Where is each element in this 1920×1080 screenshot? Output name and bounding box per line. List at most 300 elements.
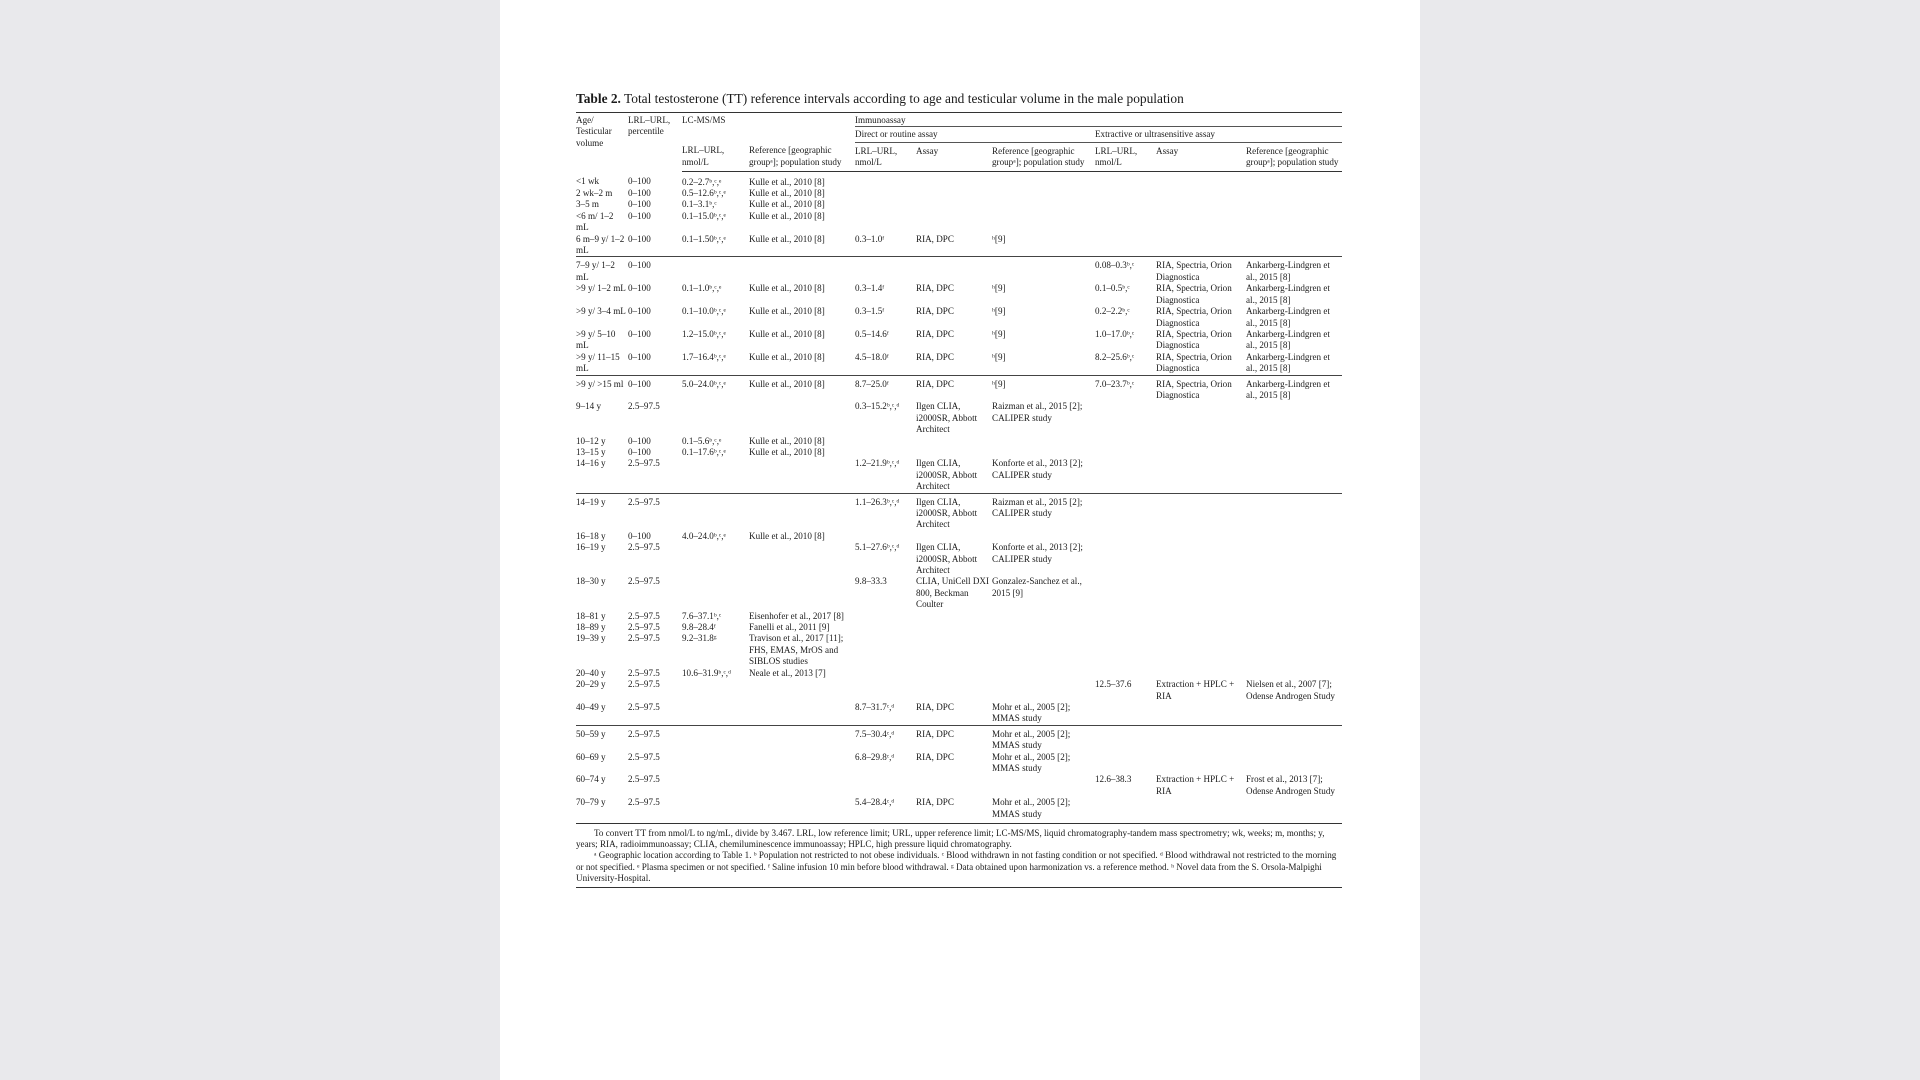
cell-direct-value (855, 447, 916, 458)
cell-lcms-reference: Kulle et al., 2010 [8] (749, 446, 825, 457)
cell-direct-reference: ʰ[9] (992, 283, 1006, 294)
cell-ext-reference (1246, 531, 1342, 542)
cell-ext-value: 1.0–17.0ᵇ,ᶜ (1095, 328, 1135, 339)
cell-lcms-value: 0.1–1.0ᵇ,ᶜ,ᵉ (682, 283, 722, 294)
cell-direct-assay (916, 436, 992, 447)
cell-direct-value (855, 622, 916, 633)
cell-lcms-value: 9.2–31.8ᵍ (682, 633, 717, 644)
cell-lcms-reference (749, 458, 855, 493)
cell-ext-assay: RIA, Spectria, Orion Diagnostica (1156, 328, 1232, 351)
table-row (576, 633, 1342, 667)
cell-direct-value (855, 611, 916, 622)
cell-lcms-value: 0.1–17.6ᵇ,ᶜ,ᵉ (682, 446, 726, 457)
cell-direct-value: 8.7–25.0ᶠ (855, 375, 916, 401)
cell-percentile: 2.5–97.5 (628, 610, 660, 621)
cell-lcms-reference: Kulle et al., 2010 [8] (749, 530, 825, 541)
cell-ext-assay: RIA, Spectria, Orion Diagnostica (1156, 306, 1232, 328)
cell-percentile: 2.5–97.5 (628, 493, 682, 531)
header-extractive-assay: Extractive or ultrasensitive assay (1095, 127, 1342, 142)
cell-age: >9 y/ 3–4 mL (576, 306, 626, 317)
cell-ext-value: 12.5–37.6 (1095, 679, 1132, 690)
cell-direct-reference: Mohr et al., 2005 [2]; MMAS study (992, 725, 1095, 751)
cell-ext-assay (1156, 458, 1246, 493)
cell-direct-assay: RIA, DPC (916, 351, 954, 362)
header-lcms-value: LRL–URL, nmol/L (682, 142, 749, 171)
footnote-markers: ᵃ Geographic location according to Table 1. ᵇ Population not restricted to not obese individuals. ᶜ Blood withdrawn in not fasting condition or not specified. ᵈ Blood withdrawal not restricted to the morning or not specified. ᵉ Plasma specimen or not specified. ᶠ Saline infusion 10 min before blood withdrawal. ᵍ Data obtained upon harmonization vs. a reference method. ʰ Novel data from the S. Orsola-Malpighi University-Hospital. (576, 850, 1337, 883)
table-caption (576, 90, 1342, 107)
cell-direct-assay: RIA, DPC (916, 797, 992, 823)
header-lcms-spacer (682, 127, 855, 142)
table-row (576, 283, 1342, 306)
cell-direct-value: 5.4–28.4ᶜ,ᵈ (855, 797, 916, 823)
cell-direct-reference (992, 633, 1095, 667)
cell-ext-value (1095, 542, 1156, 576)
cell-direct-assay (916, 188, 992, 199)
cell-direct-assay: RIA, DPC (916, 233, 954, 244)
cell-lcms-reference: Kulle et al., 2010 [8] (749, 199, 825, 210)
cell-ext-assay (1156, 725, 1246, 751)
cell-direct-value: 0.3–1.5ᶠ (855, 306, 885, 317)
cell-direct-assay: Ilgen CLIA, i2000SR, Abbott Architect (916, 401, 978, 435)
table-row (576, 199, 1342, 210)
cell-ext-assay (1156, 401, 1246, 435)
cell-ext-assay (1156, 633, 1246, 667)
cell-direct-reference (992, 188, 1095, 199)
header-percentile: LRL–URL, percentile (628, 113, 682, 172)
cell-ext-value: 7.0–23.7ᵇ,ᶜ (1095, 375, 1156, 401)
cell-direct-reference (992, 679, 1095, 702)
cell-ext-assay: Extraction + HPLC + RIA (1156, 679, 1235, 701)
cell-ext-value: 12.6–38.3 (1095, 774, 1132, 785)
cell-lcms-reference (749, 401, 855, 435)
table-row (576, 401, 1342, 435)
cell-ext-assay (1156, 531, 1246, 542)
cell-lcms-value: 7.6–37.1ᵇ,ᶜ (682, 610, 722, 621)
cell-age: 19–39 y (576, 633, 606, 644)
cell-direct-reference (992, 199, 1095, 210)
cell-ext-value (1095, 436, 1156, 447)
table-row (576, 306, 1342, 329)
table-row (576, 375, 1342, 401)
cell-ext-reference (1246, 401, 1342, 435)
cell-direct-assay: RIA, DPC (916, 751, 954, 762)
cell-lcms-reference: Kulle et al., 2010 [8] (749, 283, 825, 294)
cell-direct-reference: ʰ[9] (992, 306, 1006, 317)
header-direct-reference: Reference [geographic groupᵃ]; population study (992, 142, 1095, 171)
cell-lcms-value (682, 257, 749, 283)
cell-lcms-value (682, 797, 749, 823)
table-header (576, 113, 1342, 172)
header-direct-assay-name: Assay (916, 142, 992, 171)
cell-direct-reference: Mohr et al., 2005 [2]; MMAS study (992, 751, 1071, 773)
cell-direct-reference (992, 211, 1095, 234)
cell-direct-value: 1.2–21.9ᵇ,ᶜ,ᵈ (855, 458, 900, 469)
cell-direct-reference: ʰ[9] (992, 233, 1006, 244)
cell-direct-value (855, 211, 916, 234)
cell-ext-reference: Ankarberg-Lindgren et al., 2015 [8] (1246, 306, 1330, 328)
cell-age: 14–19 y (576, 493, 628, 531)
cell-ext-assay (1156, 436, 1246, 447)
cell-ext-reference (1246, 436, 1342, 447)
cell-lcms-reference (749, 679, 855, 702)
cell-lcms-value: 0.1–1.50ᵇ,ᶜ,ᵉ (682, 233, 726, 244)
cell-ext-value (1095, 611, 1156, 622)
cell-lcms-value: 0.1–3.1ᵇ,ᶜ (682, 199, 717, 210)
cell-lcms-reference (749, 493, 855, 531)
header-direct-assay: Direct or routine assay (855, 127, 1095, 142)
cell-percentile: 0–100 (628, 257, 682, 283)
cell-direct-value: 6.8–29.8ᶜ,ᵈ (855, 751, 895, 762)
cell-ext-assay: RIA, Spectria, Orion Diagnostica (1156, 257, 1246, 283)
cell-lcms-reference (749, 797, 855, 823)
cell-lcms-reference (749, 702, 855, 725)
cell-ext-assay (1156, 752, 1246, 775)
cell-ext-assay: RIA, Spectria, Orion Diagnostica (1156, 283, 1232, 305)
header-age: Age/ Testicular volume (576, 113, 628, 172)
cell-direct-reference: Raizman et al., 2015 [2]; CALIPER study (992, 401, 1083, 423)
cell-ext-assay (1156, 447, 1246, 458)
cell-direct-value (855, 531, 916, 542)
cell-direct-reference (992, 668, 1095, 679)
cell-age: 40–49 y (576, 701, 606, 712)
cell-direct-assay (916, 531, 992, 542)
cell-ext-value: 0.08–0.3ᵇ,ᶜ (1095, 257, 1156, 283)
cell-direct-value: 0.3–15.2ᵇ,ᶜ,ᵈ (855, 401, 900, 412)
cell-direct-assay (916, 611, 992, 622)
cell-ext-value (1095, 234, 1156, 257)
cell-lcms-value: 4.0–24.0ᵇ,ᶜ,ᵉ (682, 530, 726, 541)
cell-lcms-reference: Kulle et al., 2010 [8] (749, 306, 825, 317)
cell-ext-value: 8.2–25.6ᵇ,ᶜ (1095, 351, 1135, 362)
cell-percentile: 0–100 (628, 188, 651, 199)
cell-lcms-reference (749, 725, 855, 751)
cell-ext-reference (1246, 199, 1342, 210)
cell-percentile: 2.5–97.5 (628, 576, 660, 587)
table-row (576, 171, 1342, 188)
cell-ext-value (1095, 447, 1156, 458)
table-row (576, 234, 1342, 257)
cell-percentile: 2.5–97.5 (628, 701, 660, 712)
cell-ext-reference (1246, 542, 1342, 576)
cell-ext-assay: RIA, Spectria, Orion Diagnostica (1156, 351, 1232, 374)
cell-age: 6 m–9 y/ 1–2 mL (576, 233, 625, 256)
cell-age: 3–5 m (576, 199, 599, 210)
cell-direct-value: 7.5–30.4ᶜ,ᵈ (855, 725, 916, 751)
cell-lcms-reference (749, 257, 855, 283)
cell-age: 7–9 y/ 1–2 mL (576, 257, 628, 283)
cell-lcms-value: 0.1–10.0ᵇ,ᶜ,ᵉ (682, 306, 726, 317)
cell-direct-reference (992, 257, 1095, 283)
cell-age: >9 y/ 5–10 mL (576, 328, 616, 351)
cell-ext-value (1095, 171, 1156, 188)
cell-percentile: 2.5–97.5 (628, 679, 660, 690)
table-row (576, 329, 1342, 352)
cell-direct-reference (992, 774, 1095, 797)
table-row (576, 447, 1342, 458)
cell-lcms-reference: Travison et al., 2017 [11]; FHS, EMAS, MrOS and SIBLOS studies (749, 633, 844, 667)
cell-ext-value (1095, 188, 1156, 199)
cell-ext-value (1095, 531, 1156, 542)
cell-ext-value: 0.2–2.2ᵇ,ᶜ (1095, 306, 1130, 317)
cell-ext-assay (1156, 211, 1246, 234)
cell-ext-value (1095, 752, 1156, 775)
cell-lcms-reference: Eisenhofer et al., 2017 [8] (749, 610, 844, 621)
cell-lcms-reference (749, 576, 855, 610)
cell-ext-reference: Ankarberg-Lindgren et al., 2015 [8] (1246, 351, 1330, 374)
cell-direct-assay: CLIA, UniCell DXI 800, Beckman Coulter (916, 576, 989, 610)
cell-age: 70–79 y (576, 797, 628, 823)
cell-percentile: 2.5–97.5 (628, 725, 682, 751)
cell-age: 16–19 y (576, 542, 606, 553)
cell-lcms-reference: Kulle et al., 2010 [8] (749, 188, 825, 199)
cell-percentile: 2.5–97.5 (628, 458, 660, 469)
cell-lcms-reference: Kulle et al., 2010 [8] (749, 328, 825, 339)
cell-percentile: 2.5–97.5 (628, 751, 660, 762)
cell-percentile: 0–100 (628, 530, 651, 541)
cell-percentile: 2.5–97.5 (628, 401, 660, 412)
cell-ext-reference (1246, 752, 1342, 775)
cell-ext-value (1095, 493, 1156, 531)
cell-ext-reference (1246, 668, 1342, 679)
cell-direct-value (855, 436, 916, 447)
cell-percentile: 0–100 (628, 446, 651, 457)
cell-direct-value (855, 633, 916, 667)
cell-direct-value (855, 668, 916, 679)
cell-percentile: 2.5–97.5 (628, 542, 660, 553)
cell-direct-value: 8.7–31.7ᶜ,ᵈ (855, 701, 895, 712)
cell-age: 14–16 y (576, 458, 606, 469)
cell-ext-value (1095, 211, 1156, 234)
cell-ext-value (1095, 668, 1156, 679)
cell-percentile: 0–100 (628, 283, 651, 294)
cell-direct-assay: RIA, DPC (916, 328, 954, 339)
cell-lcms-reference: Fanelli et al., 2011 [9] (749, 622, 830, 633)
cell-direct-reference: ʰ[9] (992, 351, 1006, 362)
cell-ext-reference (1246, 188, 1342, 199)
cell-direct-reference (992, 171, 1095, 188)
cell-age: >9 y/ 11–15 mL (576, 351, 620, 374)
table-row (576, 257, 1342, 283)
cell-ext-assay (1156, 188, 1246, 199)
table-row (576, 797, 1342, 823)
header-ext-assay-name: Assay (1156, 142, 1246, 171)
cell-ext-reference: Nielsen et al., 2007 [7]; Odense Androgen Study (1246, 679, 1335, 701)
cell-percentile: 0–100 (628, 199, 651, 210)
cell-ext-reference (1246, 493, 1342, 531)
cell-lcms-reference: Kulle et al., 2010 [8] (749, 435, 825, 446)
cell-percentile: 2.5–97.5 (628, 774, 660, 785)
cell-ext-value: 0.1–0.5ᵇ,ᶜ (1095, 283, 1130, 294)
cell-age: 60–69 y (576, 751, 606, 762)
cell-lcms-reference: Kulle et al., 2010 [8] (749, 375, 855, 401)
table-row (576, 774, 1342, 797)
table-row (576, 211, 1342, 234)
table-footnotes (576, 828, 1342, 888)
cell-ext-value (1095, 633, 1156, 667)
cell-direct-assay: Ilgen CLIA, i2000SR, Abbott Architect (916, 542, 978, 576)
cell-ext-assay (1156, 668, 1246, 679)
table-row (576, 668, 1342, 679)
cell-age: >9 y/ >15 ml (576, 375, 628, 401)
table-row (576, 531, 1342, 542)
cell-direct-value: 5.1–27.6ᵇ,ᶜ,ᵈ (855, 542, 900, 553)
table-container (576, 90, 1342, 888)
cell-direct-reference (992, 436, 1095, 447)
table-row (576, 188, 1342, 199)
cell-lcms-reference: Neale et al., 2013 [7] (749, 667, 826, 678)
cell-direct-reference: ʰ[9] (992, 328, 1006, 339)
cell-ext-assay (1156, 542, 1246, 576)
cell-direct-reference: Gonzalez-Sanchez et al., 2015 [9] (992, 576, 1082, 598)
cell-ext-assay (1156, 493, 1246, 531)
cell-ext-reference: Ankarberg-Lindgren et al., 2015 [8] (1246, 375, 1342, 401)
cell-ext-assay (1156, 171, 1246, 188)
cell-lcms-value: 10.6–31.9ᵇ,ᶜ,ᵈ (682, 667, 731, 678)
cell-ext-value (1095, 199, 1156, 210)
cell-ext-reference (1246, 171, 1342, 188)
cell-ext-reference (1246, 576, 1342, 610)
cell-lcms-value (682, 702, 749, 725)
cell-age: 18–30 y (576, 576, 606, 587)
cell-ext-value (1095, 622, 1156, 633)
cell-ext-assay: RIA, Spectria, Orion Diagnostica (1156, 375, 1246, 401)
cell-direct-assay (916, 447, 992, 458)
cell-direct-value (855, 679, 916, 702)
cell-direct-assay (916, 774, 992, 797)
cell-ext-reference (1246, 633, 1342, 667)
table-row (576, 493, 1342, 531)
cell-direct-value: 4.5–18.0ᶠ (855, 351, 889, 362)
cell-direct-assay (916, 211, 992, 234)
cell-ext-value (1095, 797, 1156, 823)
cell-ext-reference: Ankarberg-Lindgren et al., 2015 [8] (1246, 257, 1342, 283)
cell-direct-assay: Ilgen CLIA, i2000SR, Abbott Architect (916, 493, 992, 531)
cell-ext-assay (1156, 797, 1246, 823)
table-row (576, 458, 1342, 493)
cell-ext-assay (1156, 622, 1246, 633)
cell-lcms-value (682, 493, 749, 531)
header-ext-reference: Reference [geographic groupᵃ]; population study (1246, 142, 1342, 171)
cell-lcms-value (682, 542, 749, 576)
cell-direct-reference (992, 622, 1095, 633)
cell-direct-value: 0.3–1.4ᶠ (855, 283, 885, 294)
cell-direct-assay: RIA, DPC (916, 701, 954, 712)
cell-ext-reference: Ankarberg-Lindgren et al., 2015 [8] (1246, 283, 1330, 305)
cell-direct-assay (916, 679, 992, 702)
cell-age: 20–29 y (576, 679, 606, 690)
cell-lcms-value (682, 679, 749, 702)
cell-age: 18–81 y (576, 610, 606, 621)
cell-percentile: 0–100 (628, 375, 682, 401)
cell-lcms-value (682, 458, 749, 493)
cell-percentile: 0–100 (628, 351, 651, 362)
cell-direct-reference (992, 447, 1095, 458)
header-lcms: LC-MS/MS (682, 113, 855, 127)
cell-ext-assay (1156, 611, 1246, 622)
cell-ext-reference (1246, 611, 1342, 622)
cell-percentile: 0–100 (628, 435, 651, 446)
cell-percentile: 2.5–97.5 (628, 633, 660, 644)
cell-lcms-value (682, 774, 749, 797)
cell-age: >9 y/ 1–2 mL (576, 283, 626, 294)
cell-lcms-reference (749, 752, 855, 775)
cell-age: <1 wk (576, 176, 600, 187)
cell-direct-value (855, 257, 916, 283)
cell-direct-assay: RIA, DPC (916, 375, 992, 401)
cell-direct-assay (916, 668, 992, 679)
cell-direct-reference: Mohr et al., 2005 [2]; MMAS study (992, 701, 1071, 724)
table-row (576, 576, 1342, 610)
cell-direct-reference (992, 611, 1095, 622)
table-row (576, 622, 1342, 633)
cell-direct-value (855, 171, 916, 188)
cell-age: 13–15 y (576, 446, 606, 457)
cell-percentile: 0–100 (628, 306, 651, 317)
cell-age: 9–14 y (576, 401, 602, 412)
cell-ext-reference (1246, 622, 1342, 633)
table-body (576, 171, 1342, 823)
cell-percentile: 0–100 (628, 210, 651, 221)
cell-ext-reference (1246, 211, 1342, 234)
table-row (576, 352, 1342, 375)
cell-direct-value (855, 188, 916, 199)
table-row (576, 436, 1342, 447)
table-row (576, 542, 1342, 576)
cell-direct-value: 0.3–1.0ᶠ (855, 233, 885, 244)
table-caption-text: Total testosterone (TT) reference intervals according to age and testicular volume in the male population (624, 91, 1184, 106)
cell-age: 60–74 y (576, 774, 606, 785)
header-lcms-reference: Reference [geographic groupᵃ]; population study (749, 142, 855, 171)
cell-percentile: 0–100 (628, 176, 651, 187)
cell-lcms-reference: Kulle et al., 2010 [8] (749, 176, 825, 187)
cell-ext-reference (1246, 447, 1342, 458)
footnote-abbreviations: To convert TT from nmol/L to ng/mL, divide by 3.467. LRL, low reference limit; URL, upper reference limit; LC-MS/MS, liquid chromatography-tandem mass spectrometry; wk, weeks; m, months; y, years; RIA, radioimmunoassay; CLIA, chemiluminescence immunoassay; HPLC, high pressure liquid chromatography. (576, 827, 1325, 850)
cell-lcms-reference: Kulle et al., 2010 [8] (749, 233, 825, 244)
cell-lcms-value (682, 401, 749, 435)
cell-direct-reference (992, 531, 1095, 542)
cell-ext-value (1095, 702, 1156, 725)
cell-direct-assay (916, 622, 992, 633)
cell-ext-value (1095, 576, 1156, 610)
table-row (576, 752, 1342, 775)
table-caption-label: Table 2. (576, 91, 621, 106)
cell-age: 50–59 y (576, 725, 628, 751)
header-ext-value: LRL–URL, nmol/L (1095, 142, 1156, 171)
cell-age: 20–40 y (576, 667, 606, 678)
header-direct-value: LRL–URL, nmol/L (855, 142, 916, 171)
cell-direct-assay: RIA, DPC (916, 283, 954, 294)
cell-ext-reference (1246, 725, 1342, 751)
cell-direct-value: 9.8–33.3 (855, 576, 887, 587)
cell-percentile: 2.5–97.5 (628, 797, 682, 823)
cell-age: 16–18 y (576, 530, 606, 541)
header-immunoassay: Immunoassay (855, 113, 1342, 127)
cell-percentile: 2.5–97.5 (628, 622, 660, 633)
cell-ext-value (1095, 401, 1156, 435)
cell-lcms-value: 5.0–24.0ᵇ,ᶜ,ᵉ (682, 375, 749, 401)
cell-direct-assay (916, 171, 992, 188)
table-row (576, 611, 1342, 622)
cell-ext-reference (1246, 797, 1342, 823)
cell-lcms-reference (749, 774, 855, 797)
cell-age: <6 m/ 1–2 mL (576, 210, 614, 233)
reference-interval-table (576, 112, 1342, 824)
cell-ext-assay: Extraction + HPLC + RIA (1156, 774, 1235, 796)
cell-ext-reference (1246, 458, 1342, 493)
cell-direct-assay (916, 257, 992, 283)
cell-ext-assay (1156, 199, 1246, 210)
cell-age: 18–89 y (576, 622, 606, 633)
